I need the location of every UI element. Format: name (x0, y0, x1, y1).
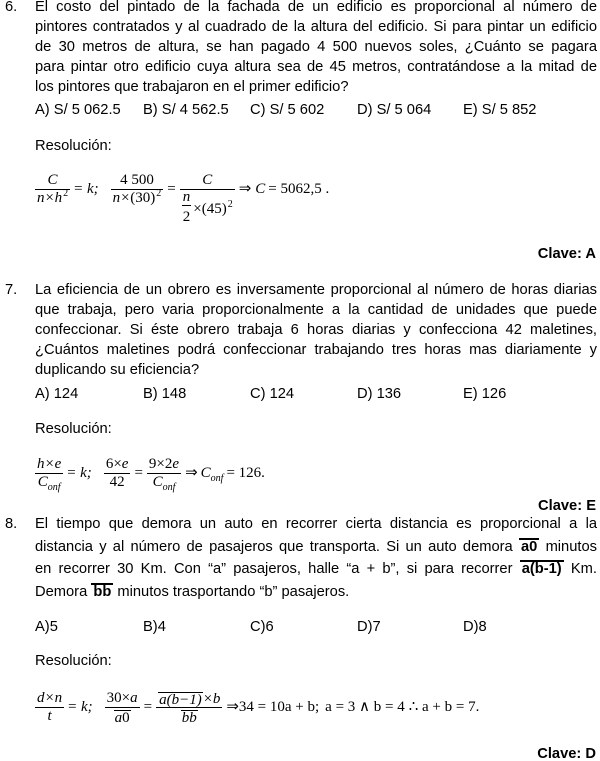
denominator-term: n× (112, 190, 131, 206)
fraction (104, 456, 131, 491)
equals-constant: = k; (73, 181, 99, 197)
exponent: 2 (156, 188, 162, 199)
fraction-denominator (35, 473, 63, 492)
subscript: onf (210, 473, 224, 484)
result-conclusion: ∴ a + b = 7. (408, 699, 480, 715)
resolution-label: Resolución: (35, 653, 112, 669)
denominator-value: 0 (122, 710, 130, 726)
option-c: C)6 (250, 619, 274, 635)
denominator-term: C (152, 474, 163, 490)
statement-text: minutos (545, 538, 597, 555)
denominator-term: a (114, 710, 123, 726)
result-term: C (200, 465, 211, 481)
fraction-denominator: t (35, 707, 64, 725)
option-b: B)4 (143, 619, 166, 635)
statement-line: La eficiencia de un obrero es inversamente proporcional al número de horas diarias (35, 282, 597, 298)
numerator-variable: a (130, 690, 138, 706)
resolution-label: Resolución: (35, 138, 112, 154)
answer-options (35, 100, 597, 120)
statement-text: en recorrer 30 Km. Con “a” pasajeros, halle “a + b”, si para recorrer (35, 561, 513, 578)
fraction (35, 172, 70, 208)
statement-line: de 30 metros de altura, se han pagado 4 500 nuevos soles, ¿Cuánto se pagara (35, 39, 597, 55)
result-equation: 34 = 10a + b; (238, 699, 320, 715)
overlined-number: a0 (520, 538, 538, 555)
statement-line (35, 536, 597, 559)
fraction-denominator (180, 189, 235, 228)
overlined-number: a(b−1) (159, 692, 202, 708)
option-a: A) 124 (35, 386, 79, 402)
problem-statement (35, 513, 597, 604)
statement-line (35, 558, 597, 581)
statement-line: pintores contratados y al cuadrado de la altura del edificio. Si para pintar un edificio (35, 19, 597, 35)
inner-denominator: 2 (182, 205, 192, 228)
fraction-numerator: C (202, 172, 213, 188)
fraction-denominator (35, 189, 70, 208)
fraction-numerator: 4 500 (120, 172, 154, 188)
fraction (35, 456, 63, 492)
fraction-numerator (104, 456, 131, 473)
fraction-denominator (147, 473, 181, 492)
fraction (147, 456, 181, 492)
resolution-formula (35, 172, 329, 228)
equals-constant: = k; (67, 699, 93, 715)
denominator-value: (30) (130, 190, 156, 206)
option-d: D) S/ 5 064 (357, 102, 432, 118)
result-value: = 126. (226, 465, 265, 481)
problem-statement (35, 280, 597, 380)
fraction-numerator: h×e (37, 456, 62, 472)
fraction (35, 690, 64, 725)
inner-numerator: n (182, 189, 191, 205)
exponent: 2 (227, 199, 233, 210)
overlined-number: bb (181, 710, 197, 726)
problem-statement (35, 0, 597, 97)
answer-key: Clave: D (537, 746, 596, 761)
fraction (111, 172, 164, 208)
statement-line: El costo del pintado de la fachada de un edificio es proporcional al número de (35, 0, 597, 15)
fraction-numerator: d×n (37, 690, 63, 706)
fraction-denominator (156, 707, 222, 725)
option-c: C) 124 (250, 386, 295, 402)
statement-text: Km. (570, 561, 597, 578)
inner-fraction (182, 190, 192, 228)
result-values: a = 3 ∧ b = 4 (325, 699, 405, 715)
option-e: E) S/ 5 852 (463, 102, 537, 118)
implies-arrow: ⇒ (226, 699, 239, 715)
statement-line: duplicando su eficiencia? (35, 362, 200, 378)
denominator-term: n×h (37, 190, 63, 206)
option-a: A)5 (35, 619, 58, 635)
fraction-numerator: C (47, 172, 58, 188)
numerator-value: 30× (106, 690, 131, 706)
statement-line: confeccionar. Si éste obrero trabaja 6 horas diarias y confecciona 42 maletines, (35, 322, 597, 338)
option-e: D)8 (463, 619, 487, 635)
equals-sign: = (143, 699, 153, 715)
denominator-rest (193, 199, 233, 218)
option-b: B) S/ 4 562.5 (143, 102, 229, 118)
numerator-term: ×b (202, 691, 221, 707)
answer-options (35, 617, 597, 637)
fraction-numerator (156, 690, 222, 707)
overlined-number: bb (93, 584, 112, 601)
fraction (105, 690, 140, 725)
result-variable (201, 456, 224, 490)
statement-line (35, 581, 597, 604)
implies-arrow: ⇒ (238, 181, 252, 197)
overlined-number (114, 710, 131, 725)
option-b: B) 148 (143, 386, 187, 402)
statement-line: El tiempo que demora un auto en recorrer cierta distancia es proporcional a la (35, 516, 597, 532)
option-d: D)7 (357, 619, 381, 635)
statement-text: distancia y al número de pasajeros que transporta. Si un auto demora (35, 538, 513, 555)
numerator-value: 6× (105, 456, 122, 472)
fraction-denominator (111, 189, 164, 208)
resolution-formula (35, 456, 265, 492)
answer-key: Clave: A (537, 246, 596, 262)
option-a: A) S/ 5 062.5 (35, 102, 121, 118)
statement-text: Demora (35, 584, 88, 601)
option-e: E) 126 (463, 386, 507, 402)
equals-sign: = (134, 465, 143, 481)
result-variable: C (255, 181, 266, 197)
equals-sign: = (167, 181, 176, 197)
fraction-numerator (105, 690, 140, 707)
statement-line: que trabaja, pero varia proporcionalmente a la cantidad de unidades que puede (35, 302, 597, 318)
fraction (156, 690, 222, 725)
exponent: 2 (63, 188, 69, 199)
numerator-variable: e (172, 456, 180, 472)
numerator-variable: e (121, 456, 129, 472)
option-d: D) 136 (357, 386, 402, 402)
fraction-denominator: 42 (104, 473, 131, 491)
subscript: onf (47, 482, 61, 493)
problem-number: 7. (5, 282, 18, 298)
resolution-label: Resolución: (35, 421, 112, 437)
problem-number: 8. (5, 516, 18, 532)
problem-number: 6. (5, 0, 18, 15)
denominator-value: ×(45) (193, 201, 227, 217)
denominator-term: C (37, 474, 48, 490)
answer-options (35, 384, 597, 404)
numerator-value: 9×2 (148, 456, 173, 472)
resolution-formula (35, 690, 479, 725)
statement-text: minutos trasportando “b” pasajeros. (117, 584, 350, 601)
fraction (180, 172, 235, 228)
subscript: onf (162, 482, 176, 493)
statement-line: ¿Cuántos maletines podrá confeccionar trabajando tres horas mas diariamente y (35, 342, 597, 358)
fraction-denominator (105, 707, 140, 725)
option-c: C) S/ 5 602 (250, 102, 325, 118)
statement-line: para pintar otro edificio cuya altura sea de 45 metros, contratándose a la mitad de (35, 59, 597, 75)
statement-line: los pintores que trabajaron en el primer edificio? (35, 79, 349, 95)
overlined-number: a(b-1) (521, 561, 562, 578)
fraction-numerator (147, 456, 181, 473)
implies-arrow: ⇒ (185, 465, 198, 481)
equals-constant: = k; (66, 465, 92, 481)
answer-key: Clave: E (538, 498, 596, 514)
result-value: = 5062,5 . (268, 181, 330, 197)
